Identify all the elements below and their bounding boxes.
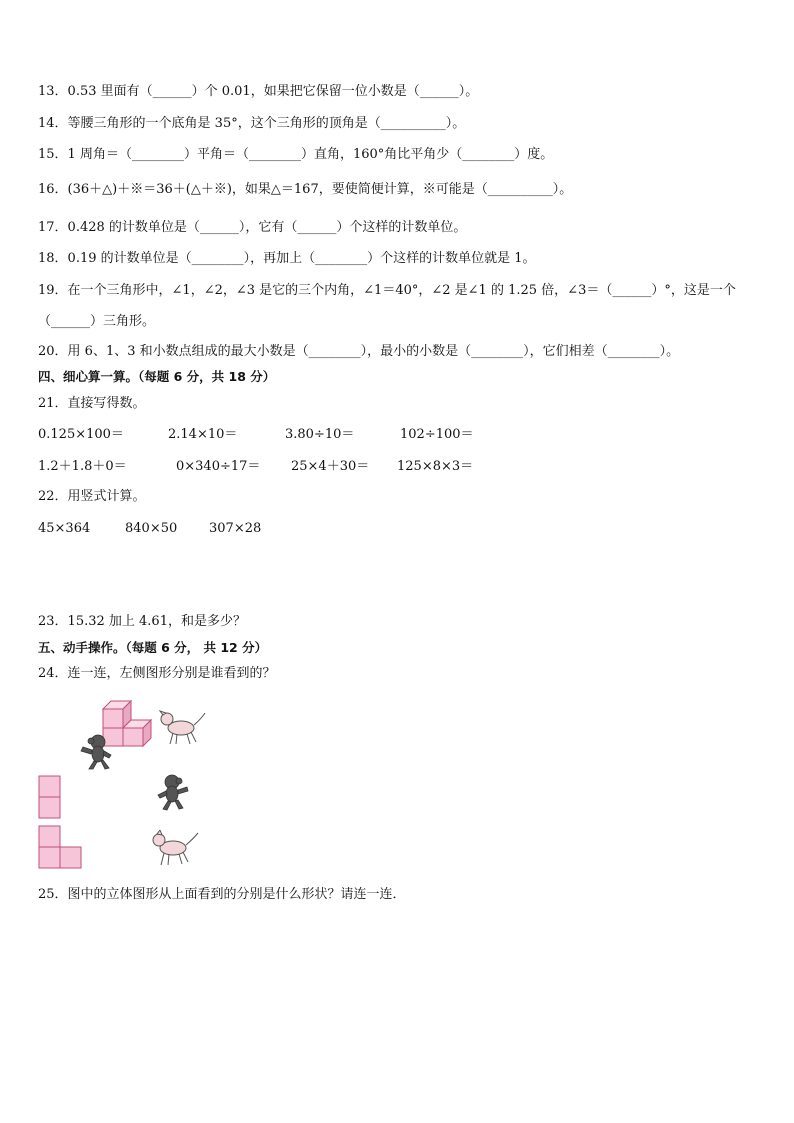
calc-row2-item2: 0×340÷17＝ (176, 459, 261, 474)
question-18: 18．0.19 的计数单位是（________），再加上（________）个这样的计数单位就是 1。 (38, 251, 536, 266)
section-5-heading: 五、动手操作。（每题 6 分， 共 12 分） (38, 640, 268, 655)
view-l-shape (38, 825, 84, 869)
calc-row1-item4: 102÷100＝ (400, 427, 474, 442)
question-17: 17．0.428 的计数单位是（______），它有（______）个这样的计数单位。 (38, 220, 467, 235)
view-column-shape (38, 775, 62, 819)
question-13: 13．0.53 里面有（______）个 0.01，如果把它保留一位小数是（______）。 (38, 84, 479, 99)
question-16: 16．(36＋△)＋※＝36＋(△＋※)，如果△＝167，要使简便计算，※可能是（__________）。 (38, 182, 573, 197)
question-23: 23．15.32 加上 4.61，和是多少？ (38, 614, 246, 629)
calc-row2-item1: 1.2＋1.8＋0＝ (38, 459, 127, 474)
vertical-calc-2: 840×50 (125, 521, 178, 536)
monkey-icon (78, 733, 116, 771)
question-21: 21．直接写得数。 (38, 396, 146, 411)
section-4-heading: 四、细心算一算。（每题 6 分，共 18 分） (38, 369, 276, 384)
question-19-continued: （______）三角形。 (38, 314, 156, 329)
dog-icon (159, 709, 207, 747)
calc-row2-item4: 125×8×3＝ (397, 459, 474, 474)
vertical-calc-1: 45×364 (38, 521, 91, 536)
vertical-calc-3: 307×28 (209, 521, 262, 536)
question-24: 24．连一连，左侧图形分别是谁看到的？ (38, 666, 276, 681)
calc-row1-item2: 2.14×10＝ (168, 427, 238, 442)
question-19: 19．在一个三角形中，∠1，∠2，∠3 是它的三个内角，∠1＝40°，∠2 是∠1 的 1.25 倍，∠3＝（______）°，这是一个 (38, 283, 736, 298)
question-22: 22．用竖式计算。 (38, 489, 146, 504)
dog-icon (151, 830, 201, 868)
monkey-icon (153, 773, 191, 811)
question-25: 25．图中的立体图形从上面看到的分别是什么形状？请连一连． (38, 887, 406, 902)
calc-row2-item3: 25×4＋30＝ (291, 459, 370, 474)
question-20: 20．用 6、1、3 和小数点组成的最大小数是（________），最小的小数是（________），它们相差（________）。 (38, 344, 680, 359)
question-14: 14．等腰三角形的一个底角是 35°，这个三角形的顶角是（__________）。 (38, 116, 466, 131)
calc-row1-item1: 0.125×100＝ (38, 427, 124, 442)
question-15: 15．1 周角＝（________）平角＝（________）直角，160°角比平角少（________）度。 (38, 147, 554, 162)
calc-row1-item3: 3.80÷10＝ (285, 427, 355, 442)
